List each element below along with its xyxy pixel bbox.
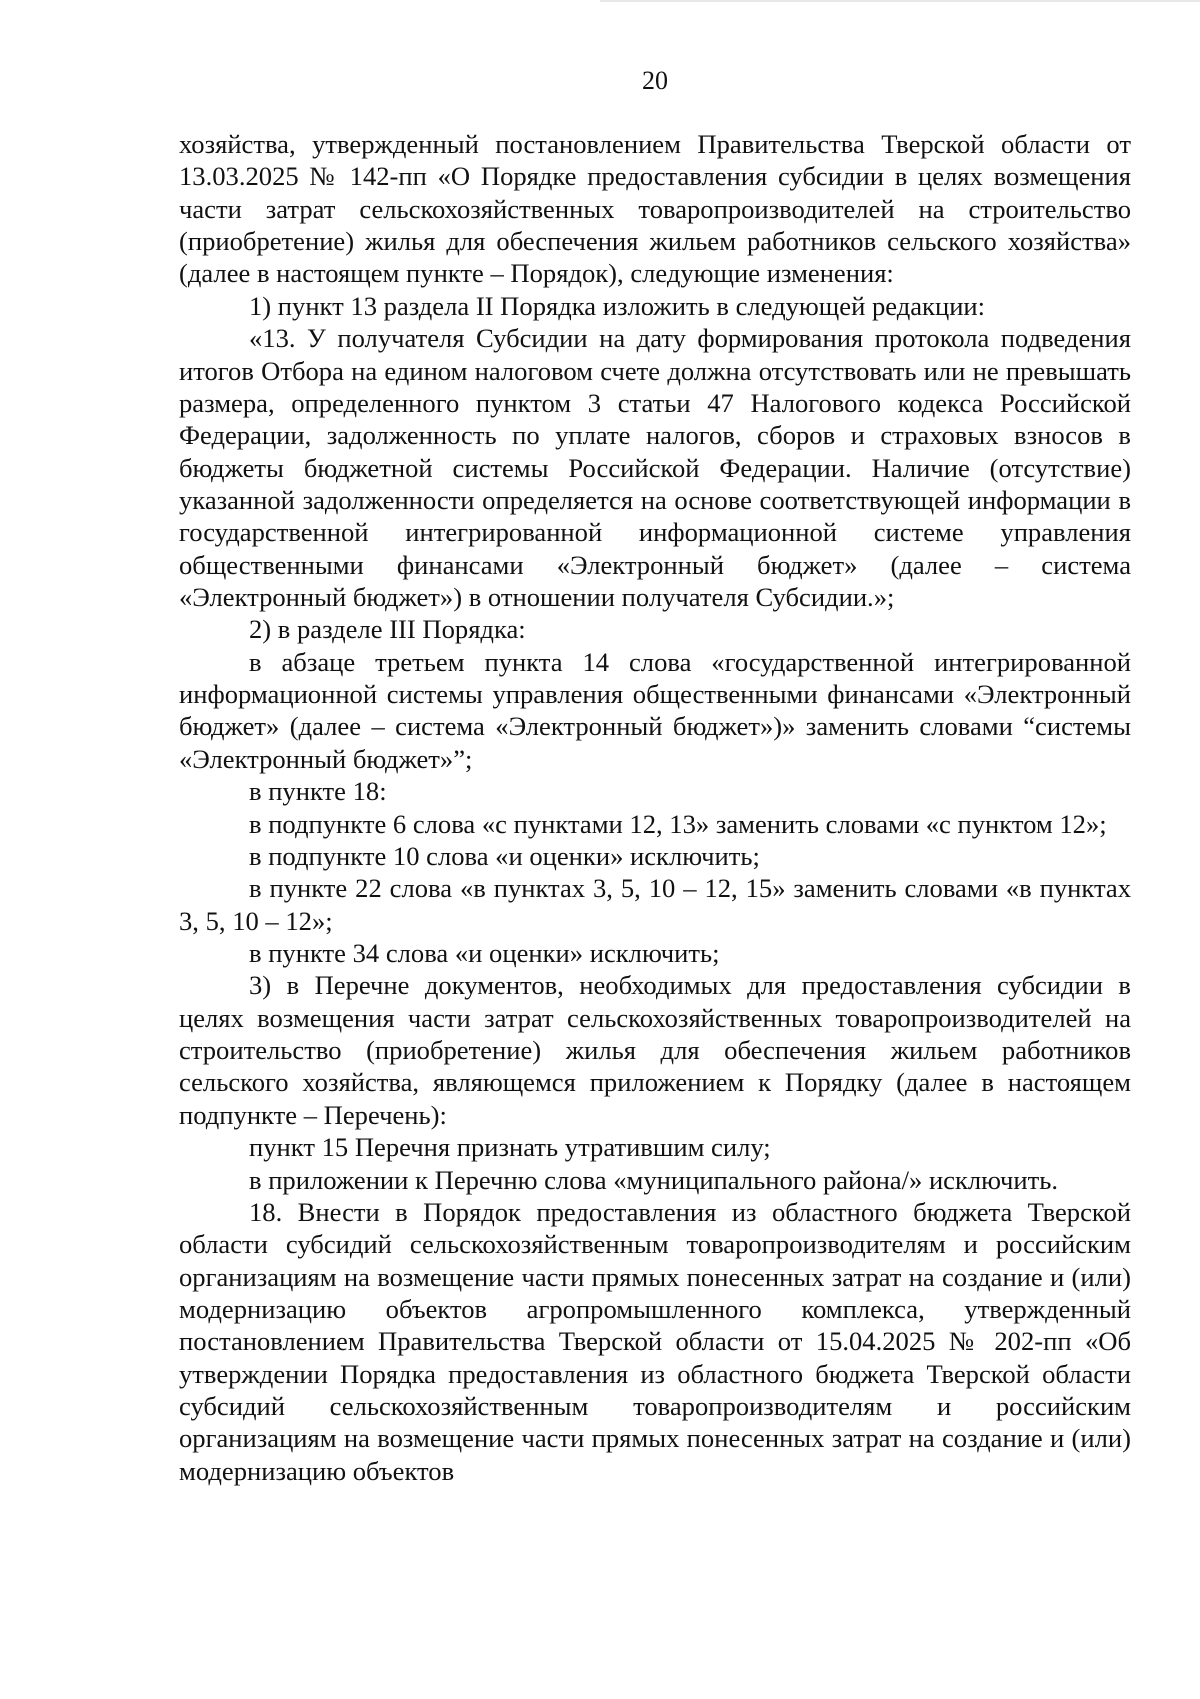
- paragraph-point-22: в пункте 22 слова «в пунктах 3, 5, 10 – 12, 15» заменить словами «в пунктах 3, 5, 10 – 12»;: [179, 873, 1131, 936]
- paragraph-item-1: 1) пункт 13 раздела II Порядка изложить в следующей редакции:: [249, 290, 986, 321]
- paragraph-subpoint-6: в подпункте 6 слова «с пунктами 12, 13» заменить словами «с пунктом 12»;: [249, 808, 1107, 839]
- paragraph-point-34: в пункте 34 слова «и оценки» исключить;: [249, 937, 720, 968]
- page-number: 20: [642, 66, 668, 95]
- paragraph-point-14: в абзаце третьем пункта 14 слова «государственной интегрированной информационной системы управления общественными финансами «Электронный бюджет» (далее – система «Электронный бюджет»)» заменить словами “системы «Электронный бюджет»”;: [179, 646, 1131, 774]
- paragraph-quote-13: «13. У получателя Субсидии на дату формирования протокола подведения итогов Отбора на едином налоговом счете должна отсутствовать или не превышать размера, определенного пунктом 3 статьи 47 Налогового кодекса Российской Федерации, задолженность по уплате налогов, сборов и страховых взносов в бюджеты бюджетной системы Российской Федерации. Наличие (отсутствие) указанной задолженности определяется на основе соответствующей информации в государственной интегрированной информационной системе управления общественными финансами «Электронный бюджет» (далее – система «Электронный бюджет») в отношении получателя Субсидии.»;: [179, 323, 1131, 613]
- paragraph-section-18: 18. Внести в Порядок предоставления из областного бюджета Тверской области субсидий сельскохозяйственным товаропроизводителям и российским организациям на возмещение части прямых понесенных затрат на создание и (или) модернизацию объектов агропромышленного комплекса, утвержденный постановлением Правительства Тверской области от 15.04.2025 № 202-пп «Об утверждении Порядка предоставления из областного бюджета Тверской области субсидий сельскохозяйственным товаропроизводителям и российским организациям на возмещение части прямых понесенных затрат на создание и (или) модернизацию объектов: [179, 1196, 1131, 1486]
- paragraph-item-3: 3) в Перечне документов, необходимых для предоставления субсидии в целях возмещения части затрат сельскохозяйственных товаропроизводителей на строительство (приобретение) жилья для обеспечения жильем работников сельского хозяйства, являющемся приложением к Порядку (далее в настоящем подпункте – Перечень):: [179, 970, 1131, 1130]
- paragraph-continuation: хозяйства, утвержденный постановлением Правительства Тверской области от 13.03.2025 № 142-пп «О Порядке предоставления субсидии в целях возмещения части затрат сельскохозяйственных товаропроизводителей на строительство (приобретение) жилья для обеспечения жильем работников сельского хозяйства» (далее в настоящем пункте – Порядок), следующие изменения:: [179, 129, 1131, 289]
- paragraph-subpoint-10: в подпункте 10 слова «и оценки» исключить;: [249, 840, 760, 871]
- document-body: [179, 128, 1131, 1487]
- paragraph-item-2: 2) в разделе III Порядка:: [249, 614, 526, 645]
- scan-top-edge: [600, 0, 1200, 2]
- paragraph-appendix: в приложении к Перечню слова «муниципального района/» исключить.: [249, 1164, 1059, 1195]
- paragraph-point-15: пункт 15 Перечня признать утратившим силу;: [249, 1132, 771, 1163]
- paragraph-point-18: в пункте 18:: [249, 776, 387, 807]
